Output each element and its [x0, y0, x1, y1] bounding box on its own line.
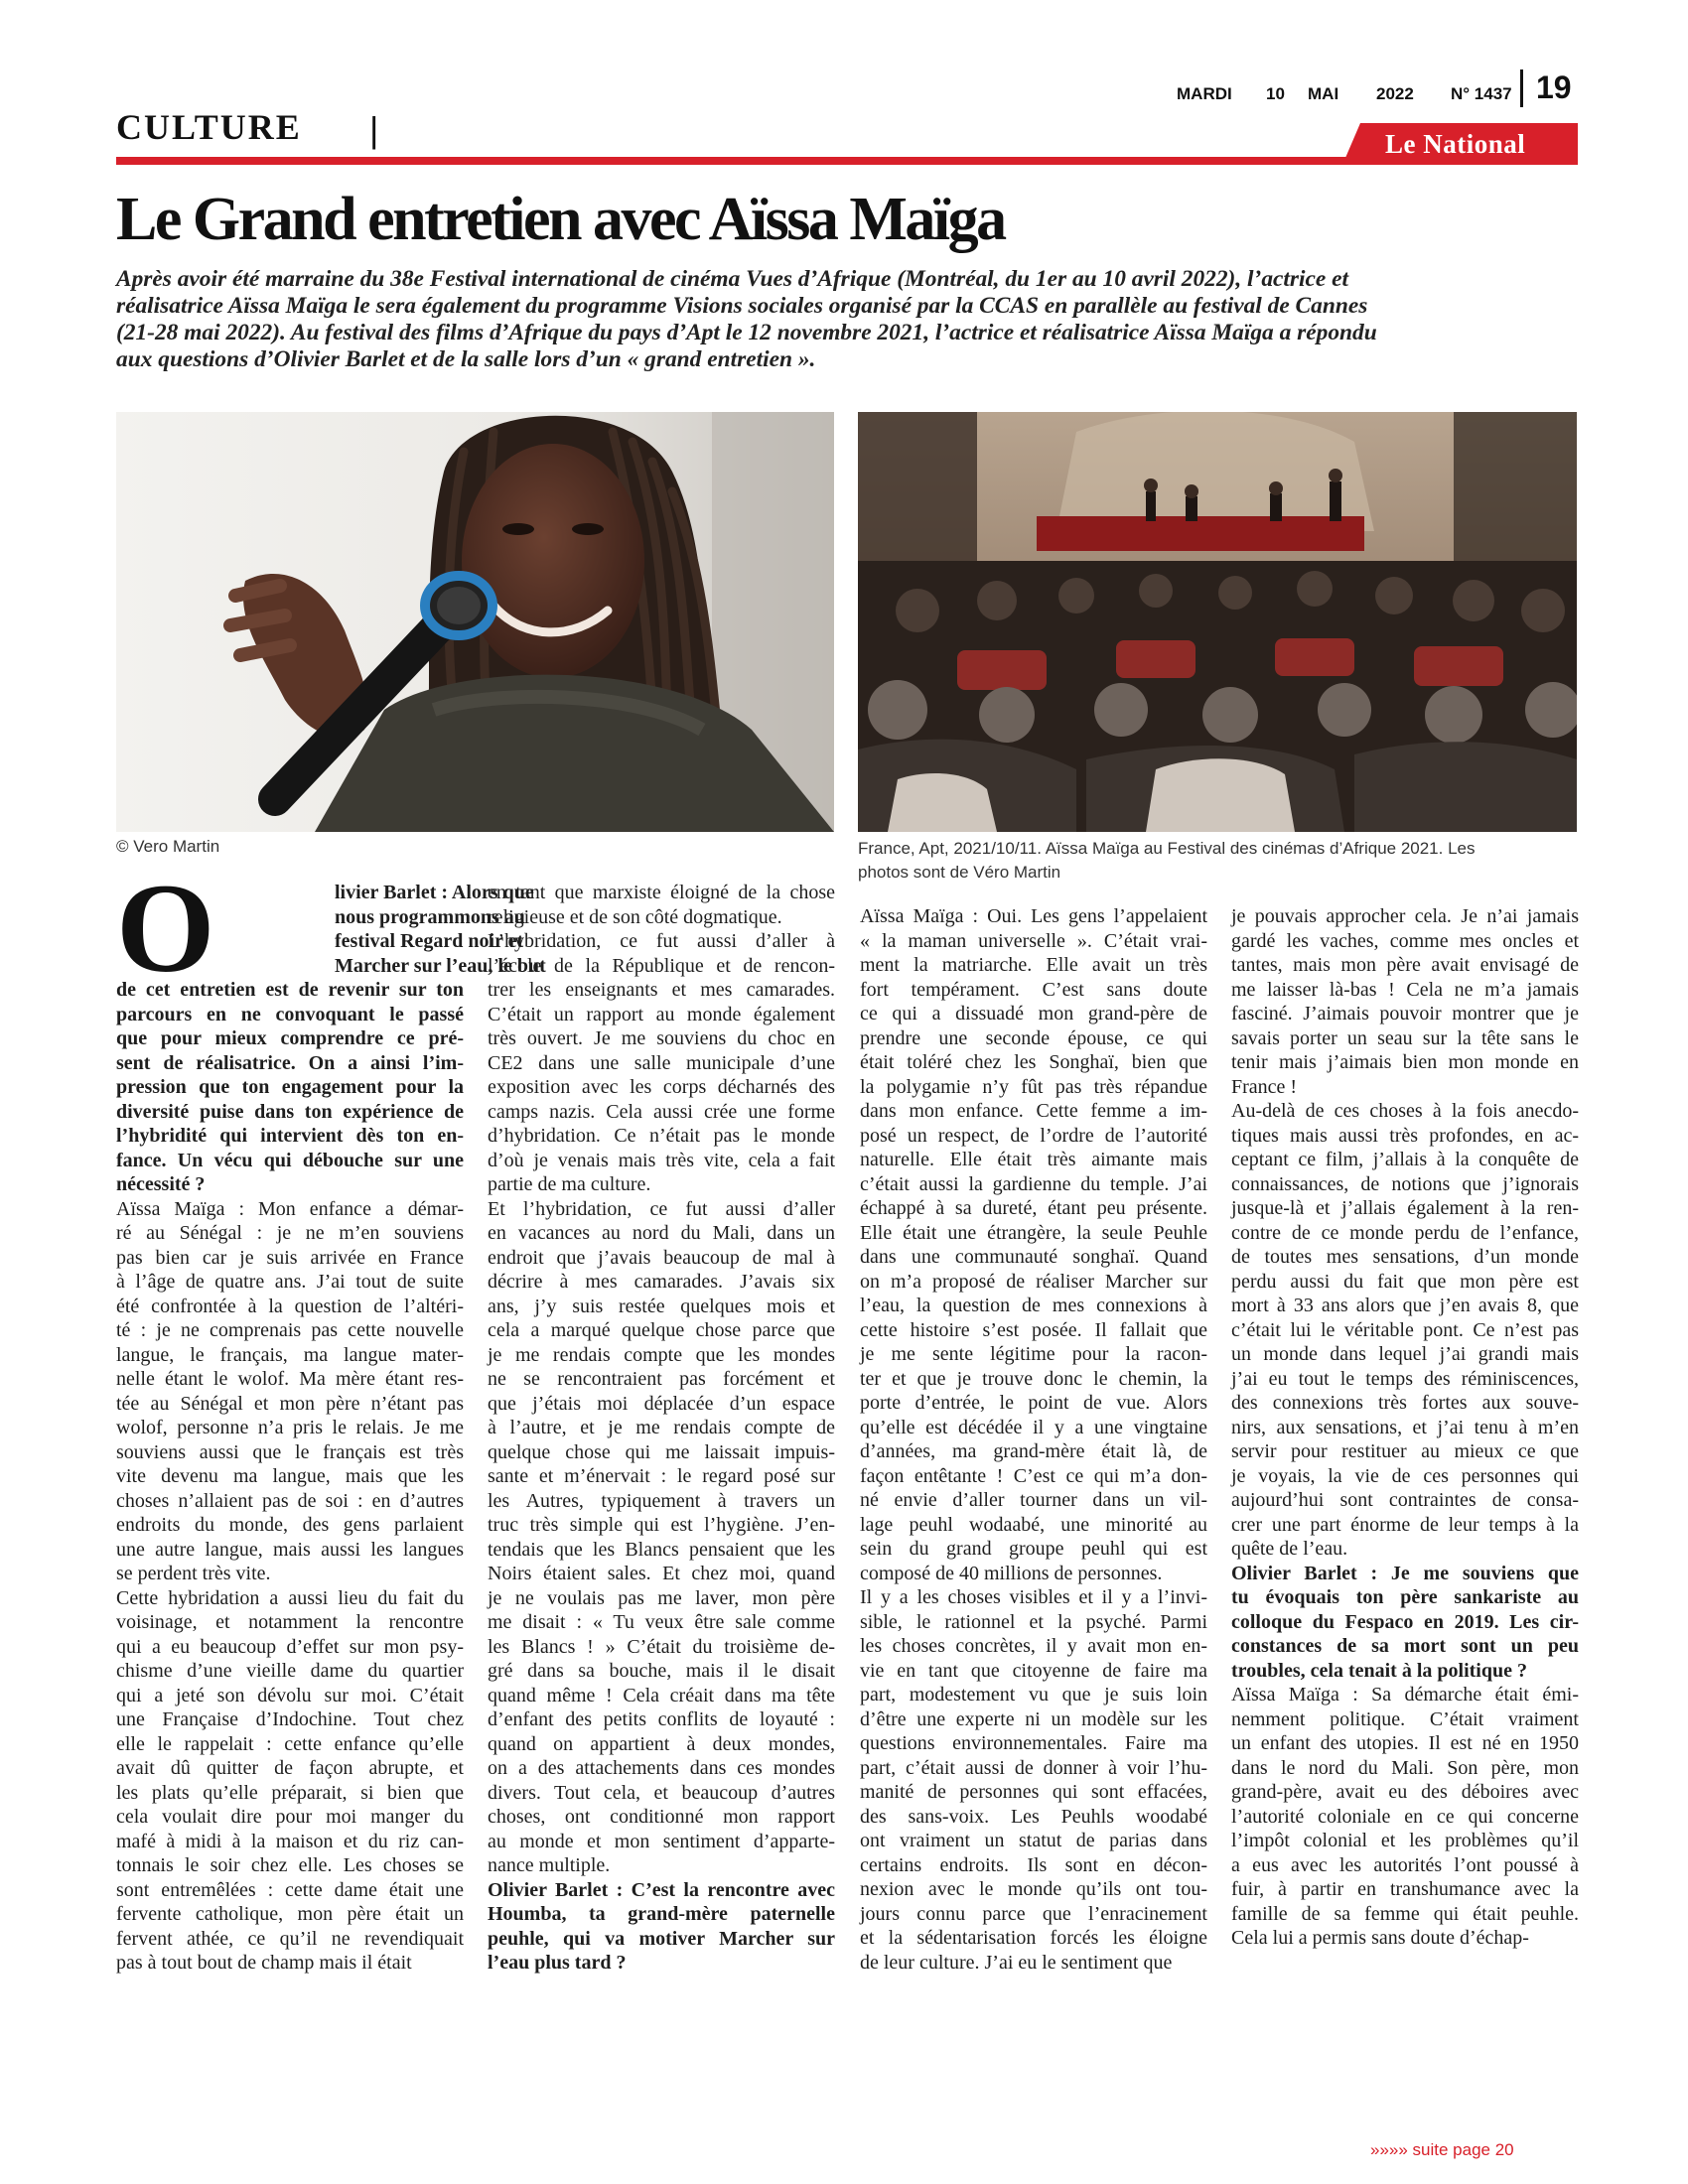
article-line: grand-père, avait eu des déboires avec [1231, 1781, 1579, 1803]
article-line: jusque-là et j’allais également à la ren- [1231, 1197, 1579, 1219]
article-line: ment la matriarche. Elle avait un très [860, 954, 1207, 976]
article-line: Aïssa Maïga : Mon enfance a démar- [116, 1197, 464, 1220]
article-line: porte d’entrée, le point de vue. Alors [860, 1392, 1207, 1414]
article-line: d’où je venais mais très vite, cela a fait [488, 1149, 835, 1171]
article-line: sible, le rationnel et la psyché. Parmi [860, 1610, 1207, 1633]
article-line: elle le rappelait : cette enfance qu’elle [116, 1732, 464, 1755]
article-line: ré au Sénégal : je ne m’en souviens [116, 1222, 464, 1244]
article-line: quand on appartient à deux mondes, [488, 1732, 835, 1755]
article-line: naturelle. Elle était très aimante mais [860, 1149, 1207, 1170]
article-line: fervente catholique, mon père était un [116, 1903, 464, 1925]
drop-cap: O [116, 858, 215, 999]
article-line: qui a jeté son dévolu sur moi. C’était [116, 1684, 464, 1706]
article-line: c’était lui le véritable pont. Ce n’est pas [1231, 1318, 1579, 1341]
article-line: « la maman universelle ». C’était vrai- [860, 929, 1207, 952]
article-line: fance. Un vécu qui débouche sur une [116, 1149, 464, 1171]
article-line: wolof, personne n’a pris le relais. Je me [116, 1417, 464, 1438]
portrait-photo-graphic [116, 412, 834, 832]
article-line: les Autres, typiquement à travers un [488, 1489, 835, 1512]
article-line: certains endroits. Ils sont en décon- [860, 1853, 1207, 1876]
article-line: de toutes mes sensations, d’un monde [1231, 1246, 1579, 1268]
article-line: Elle était une étrangère, la seule Peuhle [860, 1221, 1207, 1244]
article-line: Il y a les choses visibles et il y a l’invi- [860, 1586, 1207, 1608]
article-line: à l’autre, et je me rendais compte de [488, 1417, 835, 1438]
article-line: fervent athée, ce qu’il ne revendiquait [116, 1927, 464, 1950]
article-line: peuhle, qui va motiver Marcher sur [488, 1927, 835, 1950]
article-line: Au-delà de ces choses à la fois anecdo- [1231, 1100, 1579, 1122]
article-line: dans le nord du Mali. Son père, mon [1231, 1756, 1579, 1779]
article-line: Noirs étaient sales. Et chez moi, quand [488, 1563, 835, 1584]
article-line: tonnais le soir chez elle. Les choses se [116, 1854, 464, 1876]
festival-audience-photo [858, 412, 1577, 832]
date-line [1177, 84, 1512, 104]
article-line: me laisser là-bas ! Cela ne m’a jamais [1231, 978, 1579, 1001]
article-line: pas à tout bout de champ mais il était [116, 1952, 412, 1974]
article-line: ter et que je trouve donc le chemin, la [860, 1367, 1207, 1390]
section-separator: | [369, 109, 379, 150]
article-line: c’était aussi la gardienne du temple. J’ai [860, 1172, 1207, 1195]
article-line: CE2 dans une salle municipale d’une [488, 1051, 835, 1074]
article-line: fuir, à partir en transhumance avec la [1231, 1878, 1579, 1900]
article-line: très ouvert. Je me souviens du choc en [488, 1027, 835, 1049]
article-line: nemment politique. C’était vraiment [1231, 1707, 1579, 1730]
article-line: Et l’hybridation, ce fut aussi d’aller [488, 1197, 835, 1220]
article-line: trer les enseignants et mes camarades. [488, 979, 835, 1001]
article-line: d’années, ma grand-mère était là, de [860, 1440, 1207, 1462]
article-line: ceptant ce film, j’allais à la conquête de [1231, 1149, 1579, 1170]
article-line: nirs, aux sensations, et j’ai tenu à m’en [1231, 1416, 1579, 1438]
article-line: endroits du monde, des gens parlaient [116, 1514, 464, 1536]
article-line: quand même ! Cela créait dans ma tête [488, 1684, 835, 1706]
article-line: Cette hybridation a aussi lieu du fait du [116, 1586, 464, 1609]
article-line: ce qui a dissuadé mon grand-père de [860, 1003, 1207, 1024]
article-line: je voyais, la vie de ces personnes qui [1231, 1464, 1579, 1487]
article-line: voisinage, et notamment la rencontre [116, 1611, 464, 1633]
article-line: perdu aussi du fait que mon père est [1231, 1270, 1579, 1293]
article-line: savais porter un seau sur la tête sans le [1231, 1026, 1579, 1049]
article-line: cela a marqué quelque chose parce que [488, 1319, 835, 1341]
article-line: j’ai eu tout le temps des réminiscences, [1231, 1367, 1579, 1390]
article-line: chisme d’une vieille dame du quartier [116, 1660, 464, 1682]
article-line: manité de personnes qui sont effacées, [860, 1781, 1207, 1803]
article-line: mort à 33 ans alors que j’en avais 8, que [1231, 1295, 1579, 1316]
article-line: en vacances au nord du Mali, dans un [488, 1222, 835, 1244]
article-column-4 [1231, 904, 1579, 1951]
article-line: C’était un rapport au monde également [488, 1003, 835, 1025]
article-line: Olivier Barlet : Je me souviens que [1231, 1562, 1579, 1584]
article-line: une autre langue, mais aussi les langues [116, 1538, 464, 1561]
photo-caption [858, 837, 1583, 885]
day: MARDI [1177, 84, 1232, 103]
article-line: Cela lui a permis sans doute d’échap- [1231, 1927, 1529, 1949]
article-line: quête de l’eau. [1231, 1538, 1348, 1560]
article-line: avait dû quitter de façon abrupte, et [116, 1757, 464, 1779]
article-line: camps nazis. Cela aussi crée une forme [488, 1100, 835, 1123]
article-line: France ! [1231, 1075, 1298, 1098]
article-line: la polygamie n’y fût pas très répandue [860, 1075, 1207, 1098]
issue-number: N° 1437 [1451, 84, 1512, 103]
article-line: divers. Tout cela, et beaucoup d’autres [488, 1781, 835, 1804]
date: 10 [1266, 84, 1285, 103]
article-line: diversité puise dans ton expérience de [116, 1100, 464, 1123]
article-line: et la sédentarisation forcés les éloigne [860, 1927, 1207, 1949]
article-line: composé de 40 millions de personnes. [860, 1562, 1163, 1584]
article-line: l’école de la République et de rencon- [488, 954, 835, 977]
article-line: ont vraiment un statut de parias dans [860, 1830, 1207, 1851]
standfirst-line: (21-28 mai 2022). Au festival des films d’Afrique du pays d’Apt le 12 novembre 2021, l’actrice et réalisatrice Aïssa Maïga a répondu [116, 320, 1377, 345]
article-column-2 [488, 881, 835, 1976]
article-line: façon entêtante ! C’est ce qui m’a don- [860, 1464, 1207, 1487]
article-line: l’impôt colonial et les problèmes qu’il [1231, 1830, 1579, 1851]
month: MAI [1308, 84, 1339, 103]
article-line: les plats qu’elle préparait, si bien que [116, 1781, 464, 1804]
article-line: quelque chose qui me laissait impuis- [488, 1440, 835, 1463]
article-line: livier Barlet : Alors que [335, 882, 534, 903]
year: 2022 [1376, 84, 1414, 103]
article-line: décrire à mes camarades. J’avais six [488, 1271, 835, 1293]
article-line: Marcher sur l’eau, le but [335, 954, 546, 977]
article-line: de leur culture. J’ai eu le sentiment que [860, 1951, 1173, 1974]
article-line: gré dans sa bouche, mais il le disait [488, 1660, 835, 1682]
article-line: de cet entretien est de revenir sur ton [116, 979, 464, 1001]
article-line: un monde dans lequel j’ai grandi mais [1231, 1343, 1579, 1365]
article-line: constances de sa mort sont un peu [1231, 1635, 1579, 1657]
article-line: mafé à midi à la maison et du riz can- [116, 1830, 464, 1852]
article-line: l’autorité coloniale en ce qui concerne [1231, 1805, 1579, 1828]
article-column-3 [860, 904, 1207, 1975]
article-line: pression que ton engagement pour la [116, 1076, 464, 1098]
article-line: on a des attachements dans ces mondes [488, 1757, 835, 1779]
article-line: choses n’allaient pas de soi : en d’autres [116, 1489, 464, 1512]
article-line: nance multiple. [488, 1854, 611, 1876]
article-line: Houmba, ta grand-mère paternelle [488, 1903, 835, 1925]
article-line: Aïssa Maïga : Oui. Les gens l’appelaient [860, 905, 1207, 927]
article-line: été confrontée à la question de l’altéri- [116, 1295, 464, 1317]
article-line: se perdent très vite. [116, 1563, 271, 1584]
article-line: cela voulait dire pour moi manger du [116, 1806, 464, 1828]
article-line: part, c’était aussi de donner à voir l’hu- [860, 1756, 1207, 1779]
article-line: connaissances, de notions que j’ignorais [1231, 1172, 1579, 1195]
article-line: part, modestement vu que je suis loin [860, 1684, 1207, 1706]
article-line: choses, ont conditionné mon rapport [488, 1806, 835, 1828]
article-line: posé un respect, de l’ordre de l’autorité [860, 1124, 1207, 1147]
article-line: pas bien car je suis arrivée en France [116, 1246, 464, 1269]
article-line: lage peuhl wodaabé, une minorité au [860, 1513, 1207, 1536]
article-line: nelle étant le wolof. Ma mère étant res- [116, 1368, 464, 1390]
article-line: je me rendais compte que les mondes [488, 1343, 835, 1366]
article-line: ne se rencontraient pas forcément et [488, 1368, 835, 1390]
article-line: on m’a proposé de réaliser Marcher sur [860, 1270, 1207, 1293]
article-line: une Française d’Indochine. Tout chez [116, 1708, 464, 1730]
article-line: nous programmons au [335, 905, 525, 928]
article-line: religieuse et de son côté dogmatique. [488, 905, 782, 928]
article-line: servir pour restituer au mieux ce que [1231, 1440, 1579, 1462]
article-line: qu’elle est décédée il y a une vingtaine [860, 1416, 1207, 1438]
article-line: tantes, mais mon père avait envisagé de [1231, 954, 1579, 976]
article-line: truc très simple qui est l’hygiène. J’en- [488, 1514, 835, 1536]
article-line: cette histoire s’est posée. Il fallait que [860, 1318, 1207, 1341]
standfirst-line: aux questions d’Olivier Barlet et de la salle lors d’un « grand entretien ». [116, 346, 816, 372]
festival-audience-photo-graphic [858, 412, 1577, 832]
standfirst-line: réalisatrice Aïssa Maïga le sera également du programme Visions sociales organisé par la CCAS en parallèle au festival de Cannes [116, 293, 1368, 319]
article-line: né envie d’aller tourner dans un vil- [860, 1489, 1207, 1511]
article-line: souviens aussi que le français est très [116, 1440, 464, 1463]
article-line: nécessité ? [116, 1173, 206, 1195]
article-line: endroit que j’avais beaucoup de mal à [488, 1246, 835, 1269]
article-line: me disait : « Tu veux être sale comme [488, 1611, 835, 1633]
article-line: fort tempérament. C’est sans doute [860, 978, 1207, 1001]
photo-caption-line: photos sont de Véro Martin [858, 863, 1061, 882]
page-number-divider [1520, 69, 1523, 107]
article-line: que pour mieux comprendre ce pré- [116, 1027, 464, 1049]
article-line: vie en tant que citoyenne de faire ma [860, 1659, 1207, 1682]
section-label: CULTURE [116, 107, 302, 147]
article-line: ans, j’y suis restée quelques mois et [488, 1295, 835, 1317]
article-line: je ne voulais pas me laver, mon père [488, 1586, 835, 1609]
article-line: partie de ma culture. [488, 1173, 651, 1195]
article-line: famille de sa femme qui était peuhle. [1231, 1902, 1579, 1925]
continued-link[interactable]: »»»» suite page 20 [1370, 2140, 1514, 2159]
article-line: troubles, cela tenait à la politique ? [1231, 1659, 1527, 1682]
article-line: échappé à sa dureté, étant peu présente. [860, 1197, 1207, 1219]
article-line: l’hybridité qui intervient dès ton en- [116, 1125, 464, 1147]
article-line: un enfant des utopies. Il est né en 1950 [1231, 1732, 1579, 1754]
article-line: je pouvais approcher cela. Je n’ai jamais [1231, 905, 1579, 927]
article-line: des sans-voix. Les Peuhls woodabé [860, 1805, 1207, 1828]
article-line: contre de ce monde perdu de l’enfance, [1231, 1221, 1579, 1244]
article-line: sent de réalisatrice. On a ainsi l’im- [116, 1051, 464, 1074]
article-line: aujourd’hui sont contraintes de consa- [1231, 1489, 1579, 1511]
article-line: exposition avec les corps décharnés des [488, 1076, 835, 1098]
article-line: festival Regard noir et [335, 930, 524, 952]
page-number: 19 [1536, 69, 1572, 105]
standfirst-line: Après avoir été marraine du 38e Festival international de cinéma Vues d’Afrique (Montréal, du 1er au 10 avril 2022), l’actrice et [116, 266, 1348, 292]
article-line: parcours en ne convoquant le passé [116, 1003, 464, 1025]
article-line: crer une part énorme de leur temps à la [1231, 1513, 1579, 1536]
photo-caption-line: France, Apt, 2021/10/11. Aïssa Maïga au Festival des cinémas d’Afrique 2021. Les [858, 839, 1476, 858]
article-line: prendre une seconde épouse, ce qui [860, 1026, 1207, 1049]
article-line: fasciné. J’aimais pouvoir montrer que je [1231, 1003, 1579, 1024]
article-line: Olivier Barlet : C’est la rencontre avec [488, 1878, 835, 1901]
article-line: était toléré chez les Songhaï, bien que [860, 1051, 1207, 1073]
article-line: sont entremêlées : cette dame était une [116, 1878, 464, 1901]
article-line: Aïssa Maïga : Sa démarche était émi- [1231, 1684, 1579, 1706]
article-line: dans une communauté songhaï. Quand [860, 1246, 1207, 1268]
article-line: nexion avec le monde qu’ils ont tou- [860, 1878, 1207, 1900]
article-line: tiques mais aussi très profondes, en ac- [1231, 1124, 1579, 1147]
article-line: colloque du Fespaco en 2019. Les cir- [1231, 1610, 1579, 1633]
article-line: dans mon enfance. Cette femme a im- [860, 1100, 1207, 1122]
article-line: d’hybridation. Ce n’était pas le monde [488, 1125, 835, 1147]
standfirst [116, 266, 1576, 373]
article-line: langue, le français, ma langue mater- [116, 1343, 464, 1366]
article-line: au monde et mon sentiment d’apparte- [488, 1830, 835, 1852]
article-line: en tant que marxiste éloigné de la chose [488, 882, 835, 903]
article-line: questions environnementales. Faire ma [860, 1732, 1207, 1754]
article-line: tendais que les Blancs pensaient que les [488, 1538, 835, 1561]
article-line: les Blancs ! » C’était du troisième de- [488, 1635, 835, 1658]
article-line: à l’âge de quatre ans. J’ai tout de suite [116, 1271, 464, 1293]
article-line: je me sente légitime pour la racon- [860, 1343, 1207, 1365]
article-line: té : je ne comprenais pas cette nouvelle [116, 1319, 464, 1341]
article-line: d’enfant des petits conflits de loyauté : [488, 1708, 835, 1730]
article-line: tu évoquais ton père sankariste au [1231, 1586, 1579, 1608]
article-line: tenir mais j’aimais bien mon monde en [1231, 1051, 1579, 1073]
portrait-photo [116, 412, 834, 832]
article-line: L’hybridation, ce fut aussi d’aller à [488, 930, 835, 952]
article-line: qui a eu beaucoup d’effet sur mon psy- [116, 1635, 464, 1658]
article-column-1 [116, 881, 546, 1976]
headline: Le Grand entretien avec Aïssa Maïga [116, 186, 1005, 253]
article-line: vite devenu ma langue, mais que les [116, 1465, 464, 1487]
article-line: les choses concrètes, il y avait mon en- [860, 1635, 1207, 1657]
article-line: d’être une experte ni un modèle sur les [860, 1707, 1207, 1730]
article-line: sante et m’énervait : le regard posé sur [488, 1465, 835, 1487]
brand-name: Le National [1385, 129, 1526, 159]
article-line: tée au Sénégal et mon père n’étant pas [116, 1392, 464, 1415]
article-line: sein du grand groupe peuhl qui est [860, 1538, 1207, 1560]
photo-credit: © Vero Martin [116, 837, 220, 856]
article-line: que j’étais moi déplacée d’un espace [488, 1392, 835, 1415]
header-rule [116, 157, 1578, 165]
article-line: des connexions très fortes aux souve- [1231, 1392, 1579, 1414]
article-line: a eus avec les autorités l’ont poussé à [1231, 1853, 1579, 1876]
article-line: gardé les vaches, comme mes oncles et [1231, 929, 1579, 952]
article-line: jours connu parce que l’enracinement [860, 1902, 1207, 1925]
article-line: l’eau, la question de mes connexions à [860, 1295, 1207, 1316]
article-line: l’eau plus tard ? [488, 1952, 627, 1974]
